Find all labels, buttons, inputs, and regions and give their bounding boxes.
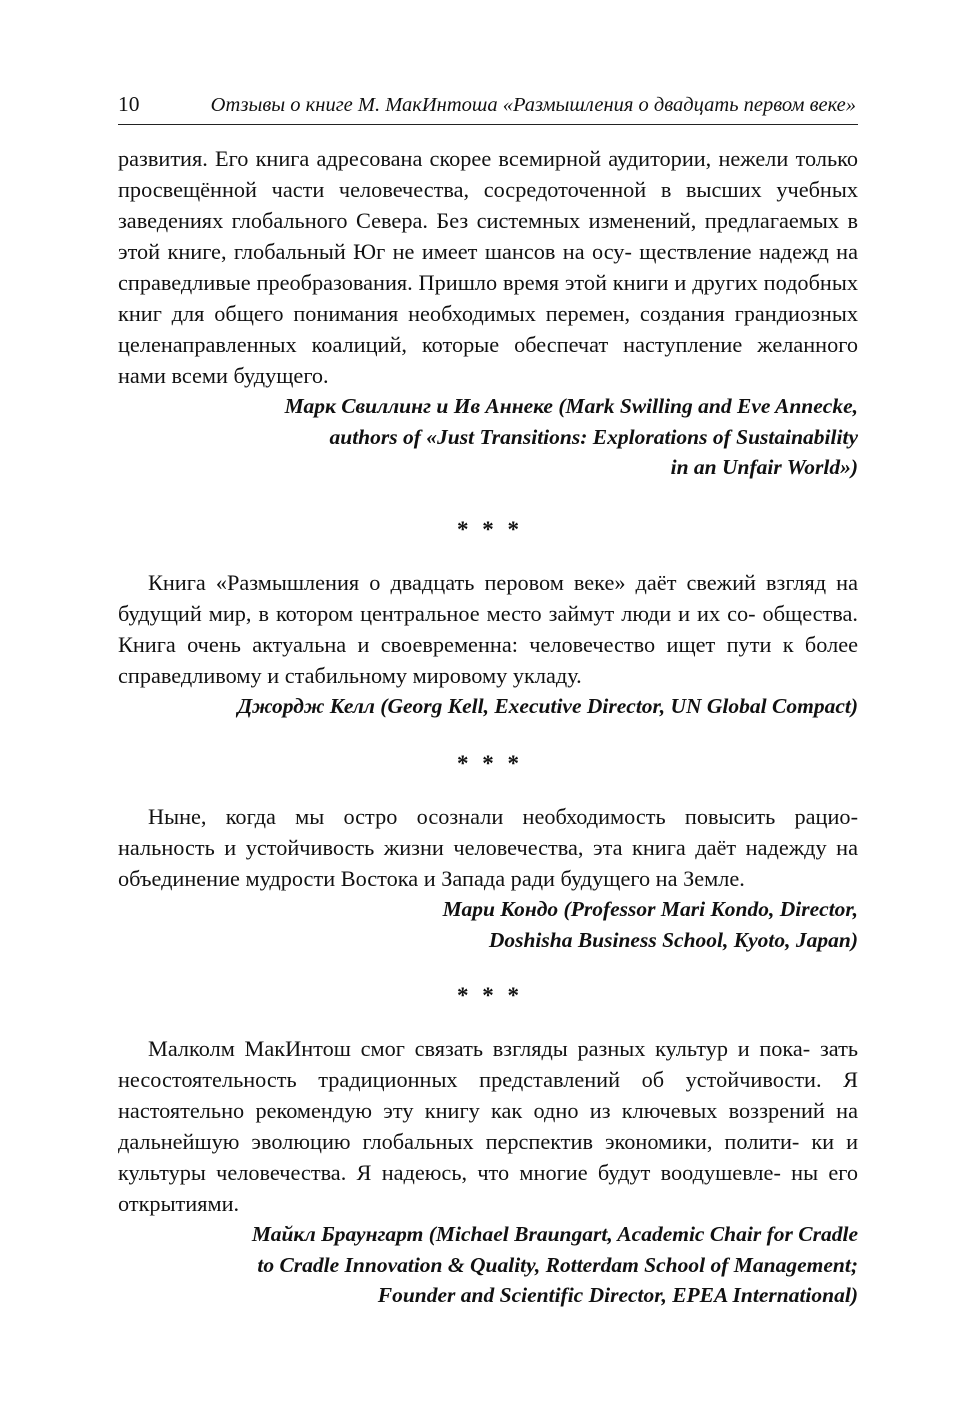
text-line: на будущий мир, в котором центральное место займут люди и их со- (118, 569, 858, 626)
text-line: обеспечат наступление желанного нами всеми будущего. (118, 332, 858, 388)
text-line: развития. Его книга адресована скорее всемирной аудитории, нежели (118, 146, 789, 171)
page-header (118, 88, 858, 125)
text-line: Ныне, когда мы остро осознали необходимость повысить рацио- (148, 804, 858, 829)
text-line: этой книги и других подобных книг для общего понимания необходимых (118, 270, 858, 326)
attribution-line: authors of «Just Transitions: Explorations of Sustainability (329, 424, 858, 449)
section-separator: * * * (457, 516, 523, 542)
text-line: нальность и устойчивость жизни человечества, эта книга даёт надежду (118, 835, 827, 860)
text-line: на объединение мудрости Востока и Запада ради будущего на Земле. (118, 835, 858, 891)
attribution-line: in an Unfair World») (670, 455, 858, 479)
text-line: общества. Книга очень актуальна и своевременна: человечество ищет (118, 600, 859, 657)
text-line: ществление надежд на справедливые преобразования. Пришло время (118, 239, 859, 295)
attribution-line: to Cradle Innovation & Quality, Rotterdam School of Management; (257, 1252, 858, 1277)
text-line: Книга «Размышления о двадцать перовом веке» даёт свежий взгляд (148, 569, 827, 595)
page-number: 10 (118, 92, 140, 116)
text-line: пути к более справедливому и стабильному мировому укладу. (118, 631, 859, 688)
text-line: зать несостоятельность традиционных представлений об устойчивости. (118, 1036, 858, 1092)
review-text (118, 143, 858, 391)
review-text (118, 801, 858, 894)
attribution-line: Марк Свиллинг и Ив Аннеке (Mark Swilling and Eve Annecke, (284, 394, 858, 418)
text-line: Я настоятельно рекомендую эту книгу как одно из ключевых воззрений (118, 1067, 859, 1123)
review-kondo (118, 801, 858, 955)
review-braungart (118, 1033, 858, 1311)
attribution-line: Doshisha Business School, Kyoto, Japan) (488, 927, 858, 952)
attribution-line: Founder and Scientific Director, EPEA International) (377, 1283, 858, 1307)
text-line: ны его открытиями. (118, 1160, 858, 1216)
text-line: только просвещённой части человечества, сосредоточенной в высших (118, 146, 859, 202)
section-separator: * * * (457, 751, 523, 776)
page-content (118, 125, 858, 1311)
text-line: ки и культуры человечества. Я надеюсь, что многие будут воодушевле- (118, 1129, 859, 1185)
review-attribution (118, 691, 858, 722)
running-title: Отзывы о книге М. МакИнтоша «Размышления о двадцать первом веке» (210, 94, 856, 116)
review-attribution (118, 391, 858, 483)
book-page (118, 88, 858, 1311)
text-line: на дальнейшую эволюцию глобальных перспектив экономики, полити- (118, 1098, 859, 1154)
section-separator: * * * (457, 983, 523, 1008)
review-swilling (118, 143, 858, 483)
review-attribution (118, 1219, 858, 1311)
review-text (118, 567, 858, 691)
attribution-line: Джордж Келл (Georg Kell, Executive Director, UN Global Compact) (237, 693, 858, 718)
text-line: Малколм МакИнтош смог связать взгляды разных культур и пока- (148, 1036, 811, 1061)
review-attribution (118, 894, 858, 955)
attribution-line: Мари Кондо (Professor Mari Kondo, Director, (442, 897, 858, 921)
text-line: перемен, создания грандиозных целенаправленных коалиций, которые (118, 301, 858, 357)
review-text (118, 1033, 858, 1219)
text-line: предлагаемых в этой книге, глобальный Юг не имеет шансов на осу- (118, 208, 858, 264)
review-kell (118, 567, 858, 722)
text-line: учебных заведениях глобального Севера. Без системных изменений, (118, 177, 858, 233)
attribution-line: Майкл Браунгарт (Michael Braungart, Academic Chair for Cradle (251, 1222, 858, 1246)
